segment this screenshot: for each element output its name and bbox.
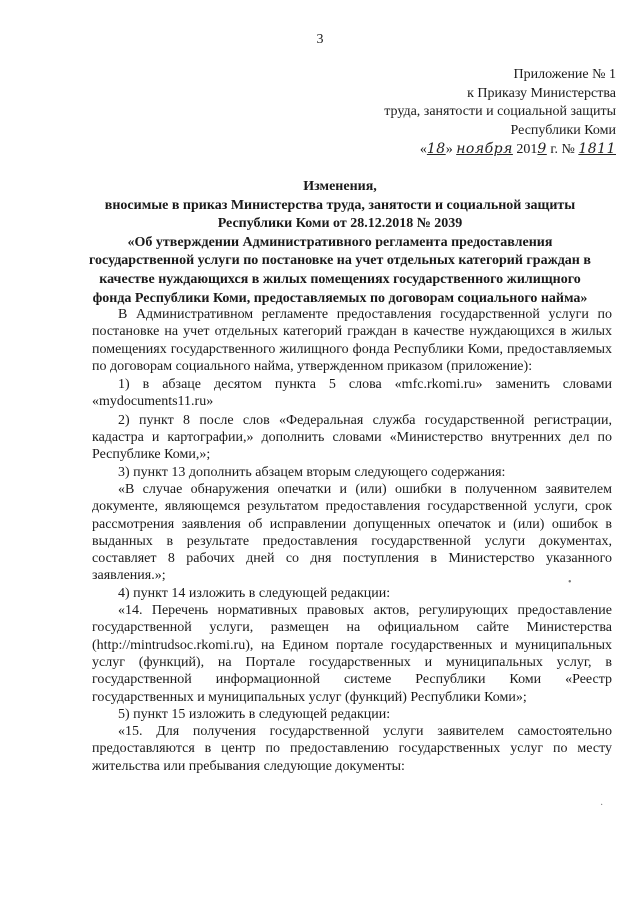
amendment-item-3: 3) пункт 13 дополнить абзацем вторым следующего содержания:: [118, 464, 506, 480]
appendix-line: к Приказу Министерства: [467, 85, 616, 101]
title-line: Изменения,: [303, 179, 377, 194]
date-quote-open: «: [419, 142, 427, 157]
appendix-header: [296, 66, 616, 160]
title-line: государственной услуги по постановке на учет отдельных категорий граждан в: [89, 253, 591, 269]
order-month: ноября: [456, 141, 513, 157]
order-year-digit: 9: [537, 141, 547, 157]
amendment-item-5: 5) пункт 15 изложить в следующей редакции:: [118, 706, 391, 722]
page-number: 3: [316, 32, 324, 47]
appendix-line: труда, занятости и социальной защиты: [384, 104, 616, 119]
date-quote-close: »: [445, 142, 453, 157]
title-line: фонда Республики Коми, предоставляемых по договорам социального найма»: [92, 290, 588, 306]
amendment-item-4: 4) пункт 14 изложить в следующей редакции:: [118, 585, 391, 601]
title-line: вносимые в приказ Министерства труда, занятости и социальной защиты: [104, 197, 576, 213]
scan-speck: •: [568, 577, 572, 588]
scan-speck: ·: [600, 800, 604, 811]
order-number: 1811: [578, 141, 616, 157]
order-day: 18: [426, 141, 446, 157]
appendix-line: Приложение № 1: [513, 67, 616, 82]
amendment-item-2: 2) пункт 8 после слов «Федеральная служба государственной регистрации, кадастра и картографии,» дополнить словами «Министерство внутренних дел по Республике Коми,»;: [92, 412, 612, 463]
amendment-item-4-quote: «14. Перечень нормативных правовых актов, регулирующих предоставление государственной услуги, размещен на официальном сайте Министерства (http://mintrudsoc.rkomi.ru), на Едином портале государственных и муниципальных услуг (функций), на Портале государственных и муниципальных услуг, в государственной информационной системе Республики Коми «Реестр государственных и муниципальных услуг (функций) Республики Коми»;: [92, 603, 612, 705]
amendment-item-1: 1) в абзаце десятом пункта 5 слова «mfc.rkomi.ru» заменить словами «mydocuments11.ru»: [92, 377, 612, 410]
amendment-item-3-quote: «В случае обнаружения опечатки и (или) ошибки в полученном заявителем документе, являющемся результатом предоставления государственной услуги, срок рассмотрения заявления об исправлении допущенных опечаток и (или) ошибок в выданных в результате предоставления государственной услуги документах, составляет 8 рабочих дней со дня поступления в Министерство указанного заявления.»;: [92, 481, 612, 584]
order-number-label: г. №: [550, 142, 575, 157]
document-body: [92, 306, 612, 775]
intro-paragraph: В Административном регламенте предоставления государственной услуги по постановке на учет отдельных категорий граждан в качестве нуждающихся в жилых помещениях государственного жилищного фонда Республики Коми, предоставляемых по договорам социального найма, утвержденном приказом (приложение):: [92, 307, 612, 374]
amendment-item-5-quote: «15. Для получения государственной услуги заявителем самостоятельно предоставляются в центр по предоставлению государственных услуг по месту жительства или пребывания следующие документы:: [92, 724, 612, 774]
title-line: Республики Коми от 28.12.2018 № 2039: [217, 216, 463, 232]
order-year-prefix: 201: [516, 142, 538, 157]
appendix-line: Республики Коми: [510, 122, 616, 138]
title-line: качестве нуждающихся в жилых помещениях государственного жилищного: [99, 271, 581, 287]
order-date-line: [296, 140, 616, 160]
title-line: «Об утверждении Административного регламента предоставления: [127, 234, 553, 250]
document-title: [70, 178, 610, 308]
